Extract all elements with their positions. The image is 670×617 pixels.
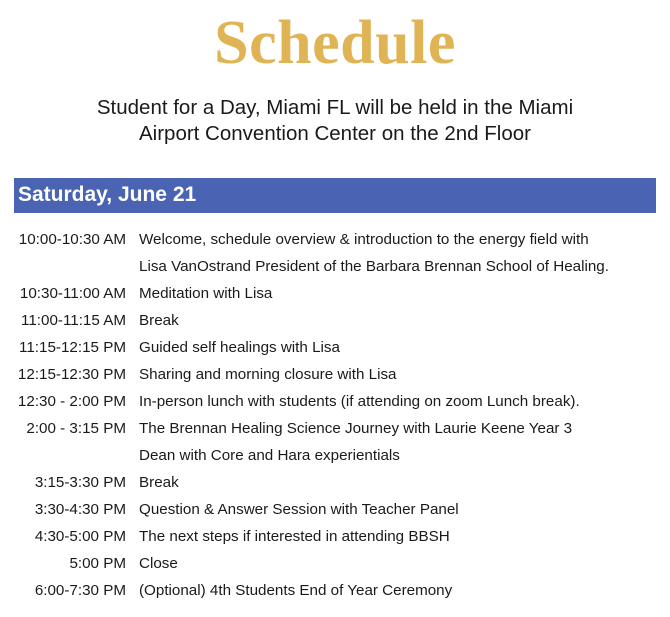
schedule-time: 12:30 - 2:00 PM (17, 393, 126, 410)
schedule-item (0, 577, 670, 604)
schedule-description-line: Lisa VanOstrand President of the Barbara Brennan School of Healing. (139, 258, 609, 275)
schedule-description-line: The Brennan Healing Science Journey with Laurie Keene Year 3 (139, 420, 573, 437)
schedule-description (139, 334, 659, 361)
subtitle-line-2: Airport Convention Center on the 2nd Floor (138, 122, 531, 145)
page-title: Schedule (214, 9, 456, 77)
schedule-time: 4:30-5:00 PM (34, 528, 126, 545)
schedule-time: 2:00 - 3:15 PM (26, 420, 126, 437)
schedule-time: 3:15-3:30 PM (34, 474, 126, 491)
schedule-item (0, 496, 670, 523)
schedule-time: 10:00-10:30 AM (18, 231, 126, 248)
schedule-description (139, 523, 659, 550)
schedule-description (139, 415, 659, 469)
day-label: Saturday, June 21 (18, 183, 197, 206)
schedule-item (0, 469, 670, 496)
schedule-description-line: Break (139, 474, 179, 491)
schedule-description-line: Dean with Core and Hara experientials (139, 447, 400, 464)
schedule-description (139, 226, 659, 280)
schedule-time: 5:00 PM (69, 555, 126, 572)
day-header-bar (14, 178, 656, 213)
schedule-description (139, 280, 659, 307)
schedule-description-line: The next steps if interested in attending BBSH (139, 528, 450, 545)
schedule-description-line: Meditation with Lisa (139, 285, 273, 302)
schedule-item (0, 334, 670, 361)
schedule-description (139, 550, 659, 577)
schedule-item (0, 523, 670, 550)
schedule-item (0, 280, 670, 307)
schedule-time: 11:15-12:15 PM (19, 339, 126, 356)
schedule-time: 12:15-12:30 PM (17, 366, 126, 383)
schedule-time: 11:00-11:15 AM (21, 312, 126, 329)
schedule-description-line: Question & Answer Session with Teacher Panel (139, 501, 459, 518)
schedule-time: 10:30-11:00 AM (19, 285, 126, 302)
schedule-item (0, 550, 670, 577)
schedule-description-line: Sharing and morning closure with Lisa (139, 366, 397, 383)
schedule-list (0, 226, 670, 604)
schedule-description-line: (Optional) 4th Students End of Year Ceremony (139, 582, 453, 599)
schedule-description (139, 388, 659, 415)
schedule-description (139, 361, 659, 388)
event-location-note (0, 95, 670, 147)
schedule-item (0, 388, 670, 415)
schedule-item (0, 361, 670, 388)
schedule-description (139, 496, 659, 523)
schedule-description (139, 469, 659, 496)
schedule-item (0, 226, 670, 280)
schedule-time: 3:30-4:30 PM (34, 501, 126, 518)
schedule-item (0, 307, 670, 334)
schedule-description (139, 577, 659, 604)
schedule-description (139, 307, 659, 334)
schedule-description-line: Break (139, 312, 179, 329)
schedule-description-line: In-person lunch with students (if attending on zoom Lunch break). (139, 393, 580, 410)
schedule-description-line: Close (139, 555, 178, 572)
schedule-time: 6:00-7:30 PM (34, 582, 126, 599)
subtitle-line-1: Student for a Day, Miami FL will be held in the Miami (96, 96, 574, 119)
schedule-item (0, 415, 670, 469)
schedule-description-line: Guided self healings with Lisa (139, 339, 340, 356)
schedule-description-line: Welcome, schedule overview & introduction to the energy field with (139, 231, 589, 248)
